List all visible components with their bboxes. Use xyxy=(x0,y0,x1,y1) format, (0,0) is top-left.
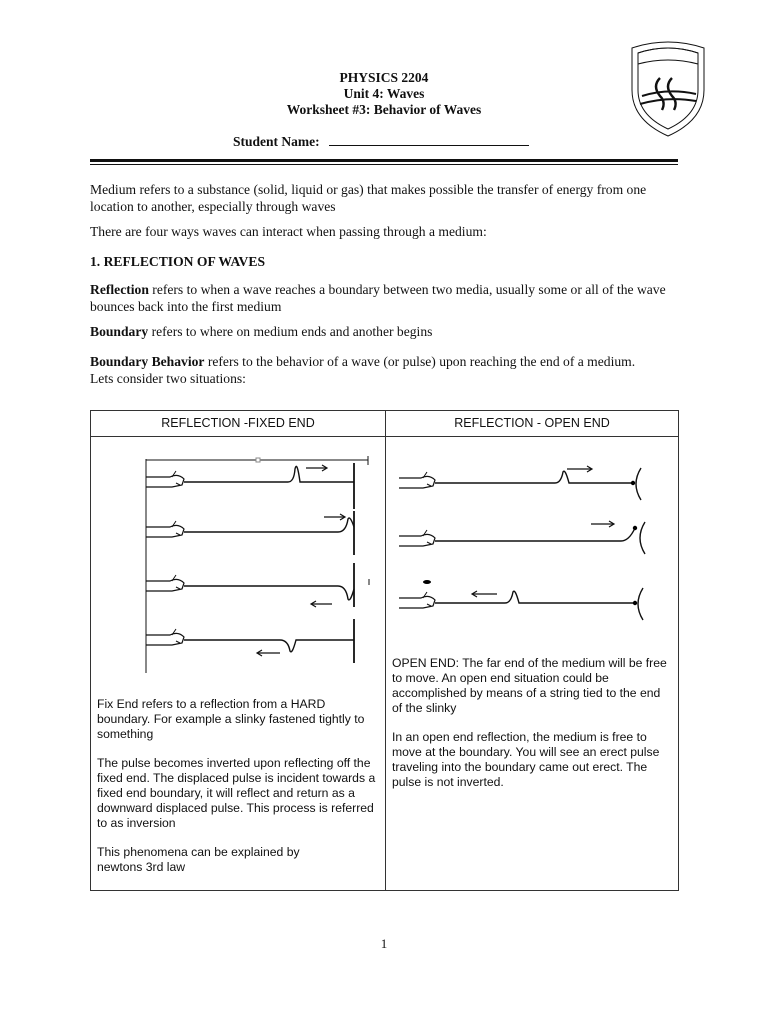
unit-title: Unit 4: Waves xyxy=(343,86,425,101)
medium-definition: Medium refers to a substance (solid, liquid or gas) that makes possible the transfer of energy from one location to another, especially through waves xyxy=(90,182,647,214)
header-divider-thin xyxy=(90,164,678,165)
reflection-definition xyxy=(90,281,680,315)
student-name-field[interactable] xyxy=(329,134,529,146)
fixed-end-text-2: The pulse becomes inverted upon reflecting off the fixed end. The displaced pulse is incident towards a fixed end boundary, it will reflect and return as a downward displaced pulse. This process is referred to as inversion xyxy=(97,756,376,830)
boundary-behavior-definition xyxy=(90,353,650,387)
fixed-end-description xyxy=(97,697,377,889)
open-end-diagram xyxy=(395,462,655,622)
boundary-behavior-def: refers to the behavior of a wave (or pulse) upon reaching the end of a medium. Lets consider two situations: xyxy=(90,354,636,386)
open-end-text-2: In an open end reflection, the medium is free to move at the boundary. You will see an erect pulse traveling into the boundary came out erect. The pulse is not inverted. xyxy=(392,730,660,789)
section-heading-reflection: 1. REFLECTION OF WAVES xyxy=(90,254,265,269)
fixed-end-text-1: Fix End refers to a reflection from a HARD boundary. For example a slinky fastened tightly to something xyxy=(97,697,365,741)
page-number: 1 xyxy=(380,936,388,951)
open-end-header: REFLECTION - OPEN END xyxy=(454,416,610,430)
student-name-row xyxy=(233,134,529,150)
course-title: PHYSICS 2204 xyxy=(339,70,429,85)
fixed-end-text-3: This phenomena can be explained by newtons 3rd law xyxy=(97,845,300,874)
reflection-def: refers to when a wave reaches a boundary between two media, usually some or all of the wave bounces back into the first medium xyxy=(90,282,666,314)
worksheet-title: Worksheet #3: Behavior of Waves xyxy=(286,102,482,117)
four-ways-text: There are four ways waves can interact when passing through a medium: xyxy=(90,224,487,239)
boundary-def: refers to where on medium ends and another begins xyxy=(148,324,433,339)
student-name-label: Student Name: xyxy=(233,134,320,149)
boundary-behavior-term: Boundary Behavior xyxy=(90,354,205,369)
boundary-term: Boundary xyxy=(90,324,149,339)
reflection-term: Reflection xyxy=(90,282,149,297)
fixed-end-header: REFLECTION -FIXED END xyxy=(161,416,315,430)
boundary-definition xyxy=(90,323,690,340)
fixed-end-diagram xyxy=(140,455,375,675)
open-end-text-1: OPEN END: The far end of the medium will be free to move. An open end situation could be accomplished by means of a string tied to the end of the slinky xyxy=(392,656,667,715)
table-column-divider xyxy=(385,411,386,890)
header-divider xyxy=(90,159,678,162)
open-end-description xyxy=(392,656,672,804)
